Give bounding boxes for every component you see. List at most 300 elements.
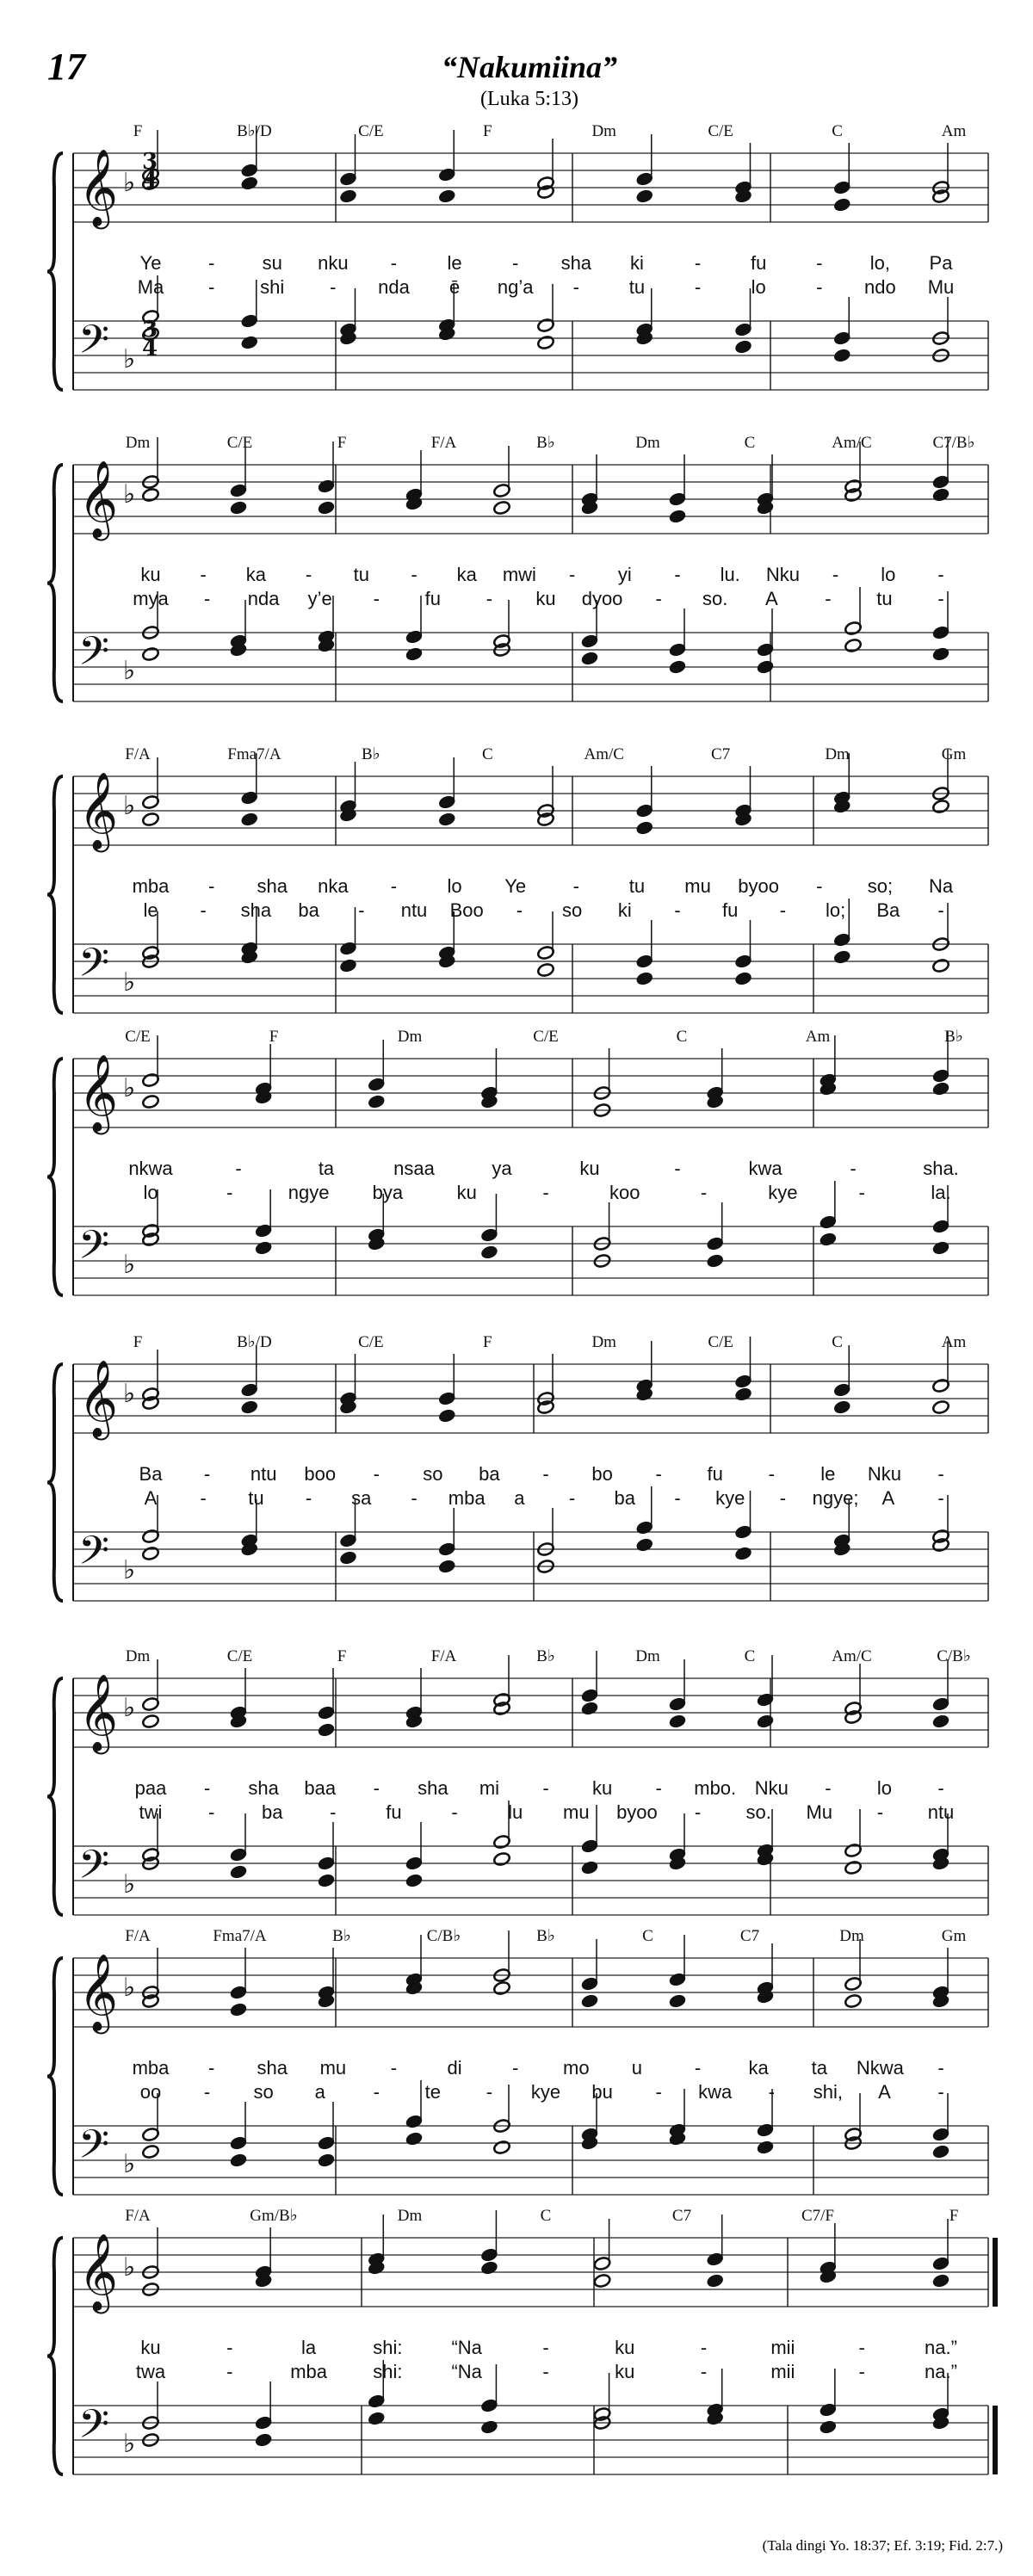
chord-symbol: Am/C: [584, 745, 624, 763]
note-head: [833, 348, 851, 363]
lyric-syllable: sha: [257, 875, 288, 897]
chord-symbol: Fma7/A: [213, 1927, 267, 1945]
flat-key-signature-icon: ♭: [123, 2429, 136, 2459]
lyric-syllable: A: [764, 588, 778, 609]
lyric-syllable: -: [694, 1801, 702, 1823]
hymn-title: “Nakumiina”: [441, 50, 618, 84]
lyric-syllable: fu: [722, 899, 739, 921]
lyric-syllable: -: [858, 2361, 865, 2382]
lyric-syllable: yi: [617, 564, 632, 585]
chord-symbol: B♭: [536, 1927, 555, 1945]
chord-symbol: Am: [805, 1028, 831, 1046]
note-head: [635, 1537, 653, 1553]
lyric-syllable: so;: [867, 875, 894, 897]
lyric-syllable: tu: [248, 1487, 264, 1509]
bass-clef-icon: 𝄢: [78, 1528, 110, 1584]
lyric-syllable: -: [655, 1777, 662, 1799]
note-head: [240, 176, 258, 191]
lyric-syllable: -: [876, 1801, 884, 1823]
note-head: [580, 1860, 598, 1875]
bass-clef-icon: 𝄢: [78, 317, 110, 373]
chord-symbol: C/E: [226, 434, 253, 452]
note-head: [438, 812, 456, 827]
lyric-syllable: -: [330, 276, 337, 298]
treble-clef-icon: 𝄞: [78, 2233, 119, 2311]
system-6: [47, 1647, 988, 1915]
lyric-syllable: ka: [748, 2057, 769, 2079]
lyric-syllable: sha: [248, 1777, 279, 1799]
note-head: [317, 1722, 335, 1738]
note-head: [635, 188, 653, 204]
lyric-syllable: bo: [591, 1463, 613, 1485]
chord-symbol: C7/B♭: [932, 434, 975, 452]
lyric-syllable: shi,: [813, 2081, 843, 2103]
lyric-syllable: Ma: [137, 276, 164, 298]
note-head: [931, 487, 949, 503]
lyric-syllable: ku: [579, 1158, 600, 1179]
lyric-syllable: -: [937, 564, 944, 585]
flat-key-signature-icon: ♭: [123, 1973, 136, 2003]
lyric-syllable: -: [203, 1777, 211, 1799]
note-head: [668, 1993, 686, 2009]
note-head: [734, 339, 752, 355]
lyric-syllable: nsaa: [393, 1158, 435, 1179]
lyric-syllable: sha: [257, 2057, 288, 2079]
lyric-syllable: A: [881, 1487, 895, 1509]
note-head: [317, 500, 335, 516]
note-head: [734, 1387, 752, 1402]
note-head: [339, 958, 357, 973]
lyric-syllable: -: [694, 252, 702, 274]
lyric-syllable: paa: [134, 1777, 167, 1799]
lyric-syllable: mwi: [502, 564, 536, 585]
chord-symbol: C/E: [708, 122, 733, 140]
note-head: [229, 1864, 247, 1880]
lyric-syllable: -: [674, 564, 681, 585]
lyric-syllable: -: [655, 1463, 662, 1485]
lyric-syllable: -: [200, 899, 207, 921]
treble-clef-icon: 𝄞: [78, 1360, 119, 1437]
lyric-syllable: na.”: [925, 2361, 957, 2382]
lyric-syllable: kye: [530, 2081, 561, 2103]
lyric-syllable: -: [542, 1777, 549, 1799]
lyric-syllable: -: [207, 2057, 215, 2079]
note-head: [536, 962, 554, 978]
lyric-syllable: le: [820, 1463, 836, 1485]
note-head: [141, 1714, 159, 1729]
note-head: [368, 2411, 386, 2426]
system-4: [47, 1028, 988, 1295]
lyric-syllable: -: [305, 1487, 312, 1509]
chord-symbol: Gm: [941, 1927, 967, 1945]
note-head: [668, 1714, 686, 1729]
lyric-syllable: ku: [535, 588, 556, 609]
lyric-syllable: lo;: [825, 899, 846, 921]
flat-key-signature-icon: ♭: [123, 1693, 136, 1723]
note-head: [141, 1094, 159, 1109]
chord-symbol: C7: [671, 2207, 692, 2225]
lyric-syllable: fu: [707, 1463, 723, 1485]
lyric-syllable: Nku: [765, 564, 800, 585]
lyric-syllable: A: [144, 1487, 158, 1509]
lyric-syllable: shi:: [373, 2337, 403, 2358]
music-systems: [47, 122, 995, 2474]
note-head: [438, 1559, 456, 1574]
chord-symbol: Am/C: [832, 434, 872, 452]
system-bracket: [47, 1059, 63, 1295]
lyric-syllable: dyoo: [581, 588, 623, 609]
lyric-syllable: -: [768, 1463, 775, 1485]
lyric-syllable: mya: [133, 588, 169, 609]
note-head: [405, 1873, 423, 1888]
note-head: [931, 1081, 949, 1096]
note-head: [240, 812, 258, 827]
note-head: [229, 500, 247, 516]
lyric-syllable: -: [655, 588, 662, 609]
lyric-syllable: byoo: [616, 1801, 658, 1823]
treble-clef-icon: 𝄞: [78, 1674, 119, 1751]
flat-key-signature-icon: ♭: [123, 1379, 136, 1409]
lyric-syllable: nku: [318, 252, 349, 274]
lyric-syllable: u: [631, 2057, 643, 2079]
lyric-syllable: Mu: [927, 276, 955, 298]
lyric-syllable: -: [779, 1487, 787, 1509]
chord-symbol: B♭: [362, 745, 380, 763]
note-head: [405, 2131, 423, 2147]
bass-clef-icon: 𝄢: [78, 940, 110, 996]
note-head: [480, 1245, 498, 1260]
lyric-syllable: -: [516, 899, 523, 921]
note-head: [668, 659, 686, 675]
lyric-syllable: -: [305, 564, 312, 585]
note-head: [141, 646, 159, 662]
chord-symbol: B♭/D: [237, 1333, 272, 1351]
lyric-syllable: -: [937, 899, 944, 921]
lyric-syllable: ba: [614, 1487, 636, 1509]
flat-key-signature-icon: ♭: [123, 479, 136, 510]
chord-symbol: F: [269, 1028, 279, 1046]
note-head: [339, 1550, 357, 1566]
system-bracket: [47, 153, 63, 390]
lyric-syllable: so: [561, 899, 583, 921]
lyric-syllable: -: [542, 2337, 549, 2358]
lyric-syllable: -: [512, 2057, 519, 2079]
lyric-syllable: -: [937, 1777, 944, 1799]
lyric-syllable: -: [825, 588, 832, 609]
lyric-syllable: -: [373, 1777, 380, 1799]
lyric-syllable: mba: [448, 1487, 486, 1509]
lyric-syllable: a: [514, 1487, 525, 1509]
lyric-syllable: -: [568, 564, 576, 585]
lyric-syllable: -: [373, 2081, 380, 2103]
lyric-syllable: mu: [684, 875, 711, 897]
lyric-syllable: Nku: [867, 1463, 901, 1485]
note-head: [480, 2260, 498, 2276]
lyric-syllable: -: [816, 276, 823, 298]
lyric-syllable: twi: [139, 1801, 163, 1823]
lyric-syllable: -: [816, 252, 823, 274]
note-head: [229, 2002, 247, 2017]
chord-symbol: Dm: [839, 1927, 864, 1945]
lyric-syllable: mba: [132, 2057, 170, 2079]
lyric-syllable: lu: [508, 1801, 523, 1823]
treble-clef-icon: 𝄞: [78, 460, 119, 538]
chord-symbol: Am/C: [832, 1647, 872, 1665]
lyric-syllable: mii: [770, 2361, 795, 2382]
lyric-syllable: koo: [609, 1182, 640, 1203]
note-head: [405, 646, 423, 662]
chord-symbol: C/B♭: [426, 1927, 461, 1945]
note-head: [844, 638, 862, 653]
lyric-syllable: mu: [563, 1801, 590, 1823]
lyric-syllable: kwa: [748, 1158, 782, 1179]
chord-symbol: B♭/D: [237, 122, 272, 140]
lyric-syllable: ngye;: [812, 1487, 859, 1509]
flat-key-signature-icon: ♭: [123, 2149, 136, 2179]
lyric-syllable: sha: [418, 1777, 448, 1799]
lyric-syllable: Mu: [806, 1801, 833, 1823]
lyric-syllable: di: [447, 2057, 462, 2079]
flat-key-signature-icon: ♭: [123, 967, 136, 998]
note-head: [833, 1399, 851, 1415]
lyric-syllable: -: [832, 564, 839, 585]
chord-symbol: F: [337, 1647, 347, 1665]
lyric-syllable: la.: [931, 1182, 951, 1203]
lyric-syllable: -: [572, 276, 579, 298]
chord-symbol: Gm/B♭: [250, 2207, 298, 2225]
lyric-syllable: ngye: [288, 1182, 330, 1203]
note-head: [141, 1546, 159, 1561]
system-2: [47, 434, 988, 701]
lyric-syllable: -: [207, 252, 215, 274]
note-head: [368, 1094, 386, 1109]
lyric-syllable: ka: [456, 564, 477, 585]
time-signature-top: 3: [142, 317, 158, 343]
system-7: [47, 1927, 988, 2195]
system-3: [47, 745, 988, 1013]
system-5: [47, 1333, 988, 1601]
lyric-syllable: ta: [318, 1158, 335, 1179]
lyric-syllable: -: [825, 1777, 832, 1799]
note-head: [536, 335, 554, 350]
bass-clef-icon: 𝄢: [78, 1842, 110, 1898]
lyric-syllable: -: [655, 2081, 662, 2103]
lyric-syllable: Boo: [449, 899, 484, 921]
lyric-syllable: oo: [139, 2081, 162, 2103]
lyric-syllable: Na: [928, 875, 954, 897]
system-bracket: [47, 1678, 63, 1915]
lyric-syllable: -: [694, 276, 702, 298]
note-head: [706, 1253, 724, 1269]
lyric-syllable: lo: [751, 276, 766, 298]
chord-symbol: Dm: [825, 745, 850, 763]
flat-key-signature-icon: ♭: [123, 344, 136, 374]
chord-symbol: C7/F: [801, 2207, 835, 2225]
lyric-syllable: -: [700, 1182, 708, 1203]
lyric-syllable: nda: [378, 276, 410, 298]
lyric-syllable: -: [694, 2057, 702, 2079]
note-head: [931, 646, 949, 662]
lyric-syllable: na.”: [925, 2337, 957, 2358]
note-head: [844, 1993, 862, 2009]
lyric-syllable: fu: [424, 588, 442, 609]
lyric-syllable: ng’a: [497, 276, 534, 298]
chord-symbol: C/E: [125, 1028, 151, 1046]
lyric-syllable: ta: [811, 2057, 827, 2079]
lyric-syllable: so: [423, 1463, 443, 1485]
note-head: [141, 2144, 159, 2159]
lyric-syllable: sha: [560, 252, 592, 274]
note-head: [141, 487, 159, 503]
lyric-syllable: Ye: [139, 252, 162, 274]
lyric-syllable: ba: [298, 899, 319, 921]
lyric-syllable: -: [937, 588, 944, 609]
chord-symbol: C/E: [708, 1333, 733, 1351]
note-head: [833, 949, 851, 965]
lyric-syllable: byoo: [738, 875, 780, 897]
lyric-syllable: -: [203, 1463, 211, 1485]
lyric-syllable: -: [390, 875, 398, 897]
lyric-syllable: kye: [768, 1182, 798, 1203]
treble-clef-icon: 𝄞: [78, 149, 119, 226]
note-head: [668, 509, 686, 524]
chord-symbol: Dm: [635, 1647, 660, 1665]
chord-symbol: C: [744, 1647, 756, 1665]
chord-symbol: F/A: [125, 1927, 151, 1945]
lyric-syllable: -: [411, 564, 418, 585]
lyric-syllable: Ye: [504, 875, 527, 897]
lyric-syllable: -: [858, 1182, 865, 1203]
chord-symbol: Dm: [397, 2207, 423, 2225]
chord-symbol: C: [832, 1333, 843, 1351]
lyric-syllable: lo: [876, 1777, 892, 1799]
note-head: [635, 820, 653, 836]
chord-symbol: C/B♭: [937, 1647, 971, 1665]
lyric-syllable: -: [850, 1158, 857, 1179]
chord-symbol: Dm: [125, 1647, 151, 1665]
chord-symbol: C7: [739, 1927, 760, 1945]
lyric-syllable: -: [572, 875, 579, 897]
note-head: [931, 1240, 949, 1256]
lyric-syllable: fu: [386, 1801, 402, 1823]
flat-key-signature-icon: ♭: [123, 656, 136, 686]
bass-clef-icon: 𝄢: [78, 2122, 110, 2178]
lyric-syllable: mba: [290, 2361, 327, 2382]
lyric-syllable: so.: [745, 1801, 771, 1823]
lyric-syllable: sa: [351, 1487, 372, 1509]
lyric-syllable: te: [424, 2081, 442, 2103]
lyric-syllable: kwa: [698, 2081, 733, 2103]
chord-symbol: Dm: [591, 122, 616, 140]
flat-key-signature-icon: ♭: [123, 791, 136, 821]
lyric-syllable: ki: [617, 899, 632, 921]
chord-symbol: C: [642, 1927, 653, 1945]
lyric-syllable: ntu: [250, 1463, 277, 1485]
chord-symbol: C: [832, 122, 843, 140]
lyric-syllable: la: [301, 2337, 317, 2358]
lyric-syllable: -: [937, 1487, 944, 1509]
lyric-syllable: Ba: [139, 1463, 163, 1485]
lyric-syllable: -: [512, 252, 519, 274]
lyric-syllable: ku: [591, 1777, 613, 1799]
lyric-syllable: y’e: [307, 588, 332, 609]
note-head: [756, 1714, 774, 1729]
chord-symbol: Dm: [397, 1028, 423, 1046]
note-head: [931, 958, 949, 973]
lyric-syllable: -: [674, 899, 681, 921]
chord-symbol: B♭: [536, 1647, 555, 1665]
chord-symbol: F/A: [430, 434, 457, 452]
chord-symbol: C7: [711, 745, 731, 763]
time-signature-bottom: 4: [142, 168, 158, 194]
chord-symbol: B♭: [332, 1927, 351, 1945]
note-head: [317, 2153, 335, 2168]
note-head: [931, 1714, 949, 1729]
lyric-syllable: tu: [628, 875, 646, 897]
note-head: [635, 971, 653, 986]
lyric-syllable: bya: [372, 1182, 404, 1203]
lyric-syllable: -: [674, 1158, 681, 1179]
treble-clef-icon: 𝄞: [78, 1954, 119, 2031]
lyric-syllable: boo: [304, 1463, 337, 1485]
lyric-syllable: fu: [750, 252, 767, 274]
lyric-syllable: twa: [135, 2361, 166, 2382]
chord-symbol: F: [482, 122, 492, 140]
lyric-syllable: so: [253, 2081, 274, 2103]
chord-symbol: C/E: [533, 1028, 559, 1046]
treble-clef-icon: 𝄞: [78, 1054, 119, 1132]
lyric-syllable: -: [226, 2361, 233, 2382]
note-head: [756, 659, 774, 675]
lyric-syllable: mba: [132, 875, 170, 897]
lyric-syllable: -: [411, 1487, 418, 1509]
chord-symbol: Dm: [635, 434, 660, 452]
lyric-syllable: lo: [447, 875, 462, 897]
lyric-syllable: lo: [143, 1182, 158, 1203]
scripture-reference: (Luka 5:13): [480, 88, 578, 110]
lyric-syllable: ē: [448, 276, 461, 298]
lyric-syllable: tu: [353, 564, 369, 585]
note-head: [438, 188, 456, 204]
lyric-syllable: shi:: [373, 2361, 403, 2382]
lyric-syllable: mu: [319, 2057, 347, 2079]
note-head: [480, 2419, 498, 2435]
lyric-syllable: -: [235, 1158, 242, 1179]
note-head: [833, 197, 851, 213]
lyric-syllable: Pa: [929, 252, 953, 274]
chord-symbol: F: [337, 434, 347, 452]
note-head: [706, 2273, 724, 2289]
lyric-syllable: so.: [702, 588, 728, 609]
lyric-syllable: -: [700, 2337, 708, 2358]
lyric-syllable: Ba: [876, 899, 900, 921]
note-head: [580, 1701, 598, 1716]
chord-symbol: B♭: [536, 434, 555, 452]
chord-symbol: F/A: [125, 745, 151, 763]
lyric-syllable: mii: [770, 2337, 795, 2358]
flat-key-signature-icon: ♭: [123, 1250, 136, 1280]
note-head: [255, 2432, 273, 2448]
lyric-syllable: ndo: [864, 276, 896, 298]
lyric-syllable: Nkwa: [856, 2057, 904, 2079]
chord-symbol: Dm: [125, 434, 151, 452]
flat-key-signature-icon: ♭: [123, 168, 136, 198]
treble-clef-icon: 𝄞: [78, 772, 119, 849]
note-head: [931, 2144, 949, 2159]
lyric-syllable: -: [203, 588, 211, 609]
lyric-syllable: “Na: [451, 2361, 482, 2382]
note-head: [240, 335, 258, 350]
